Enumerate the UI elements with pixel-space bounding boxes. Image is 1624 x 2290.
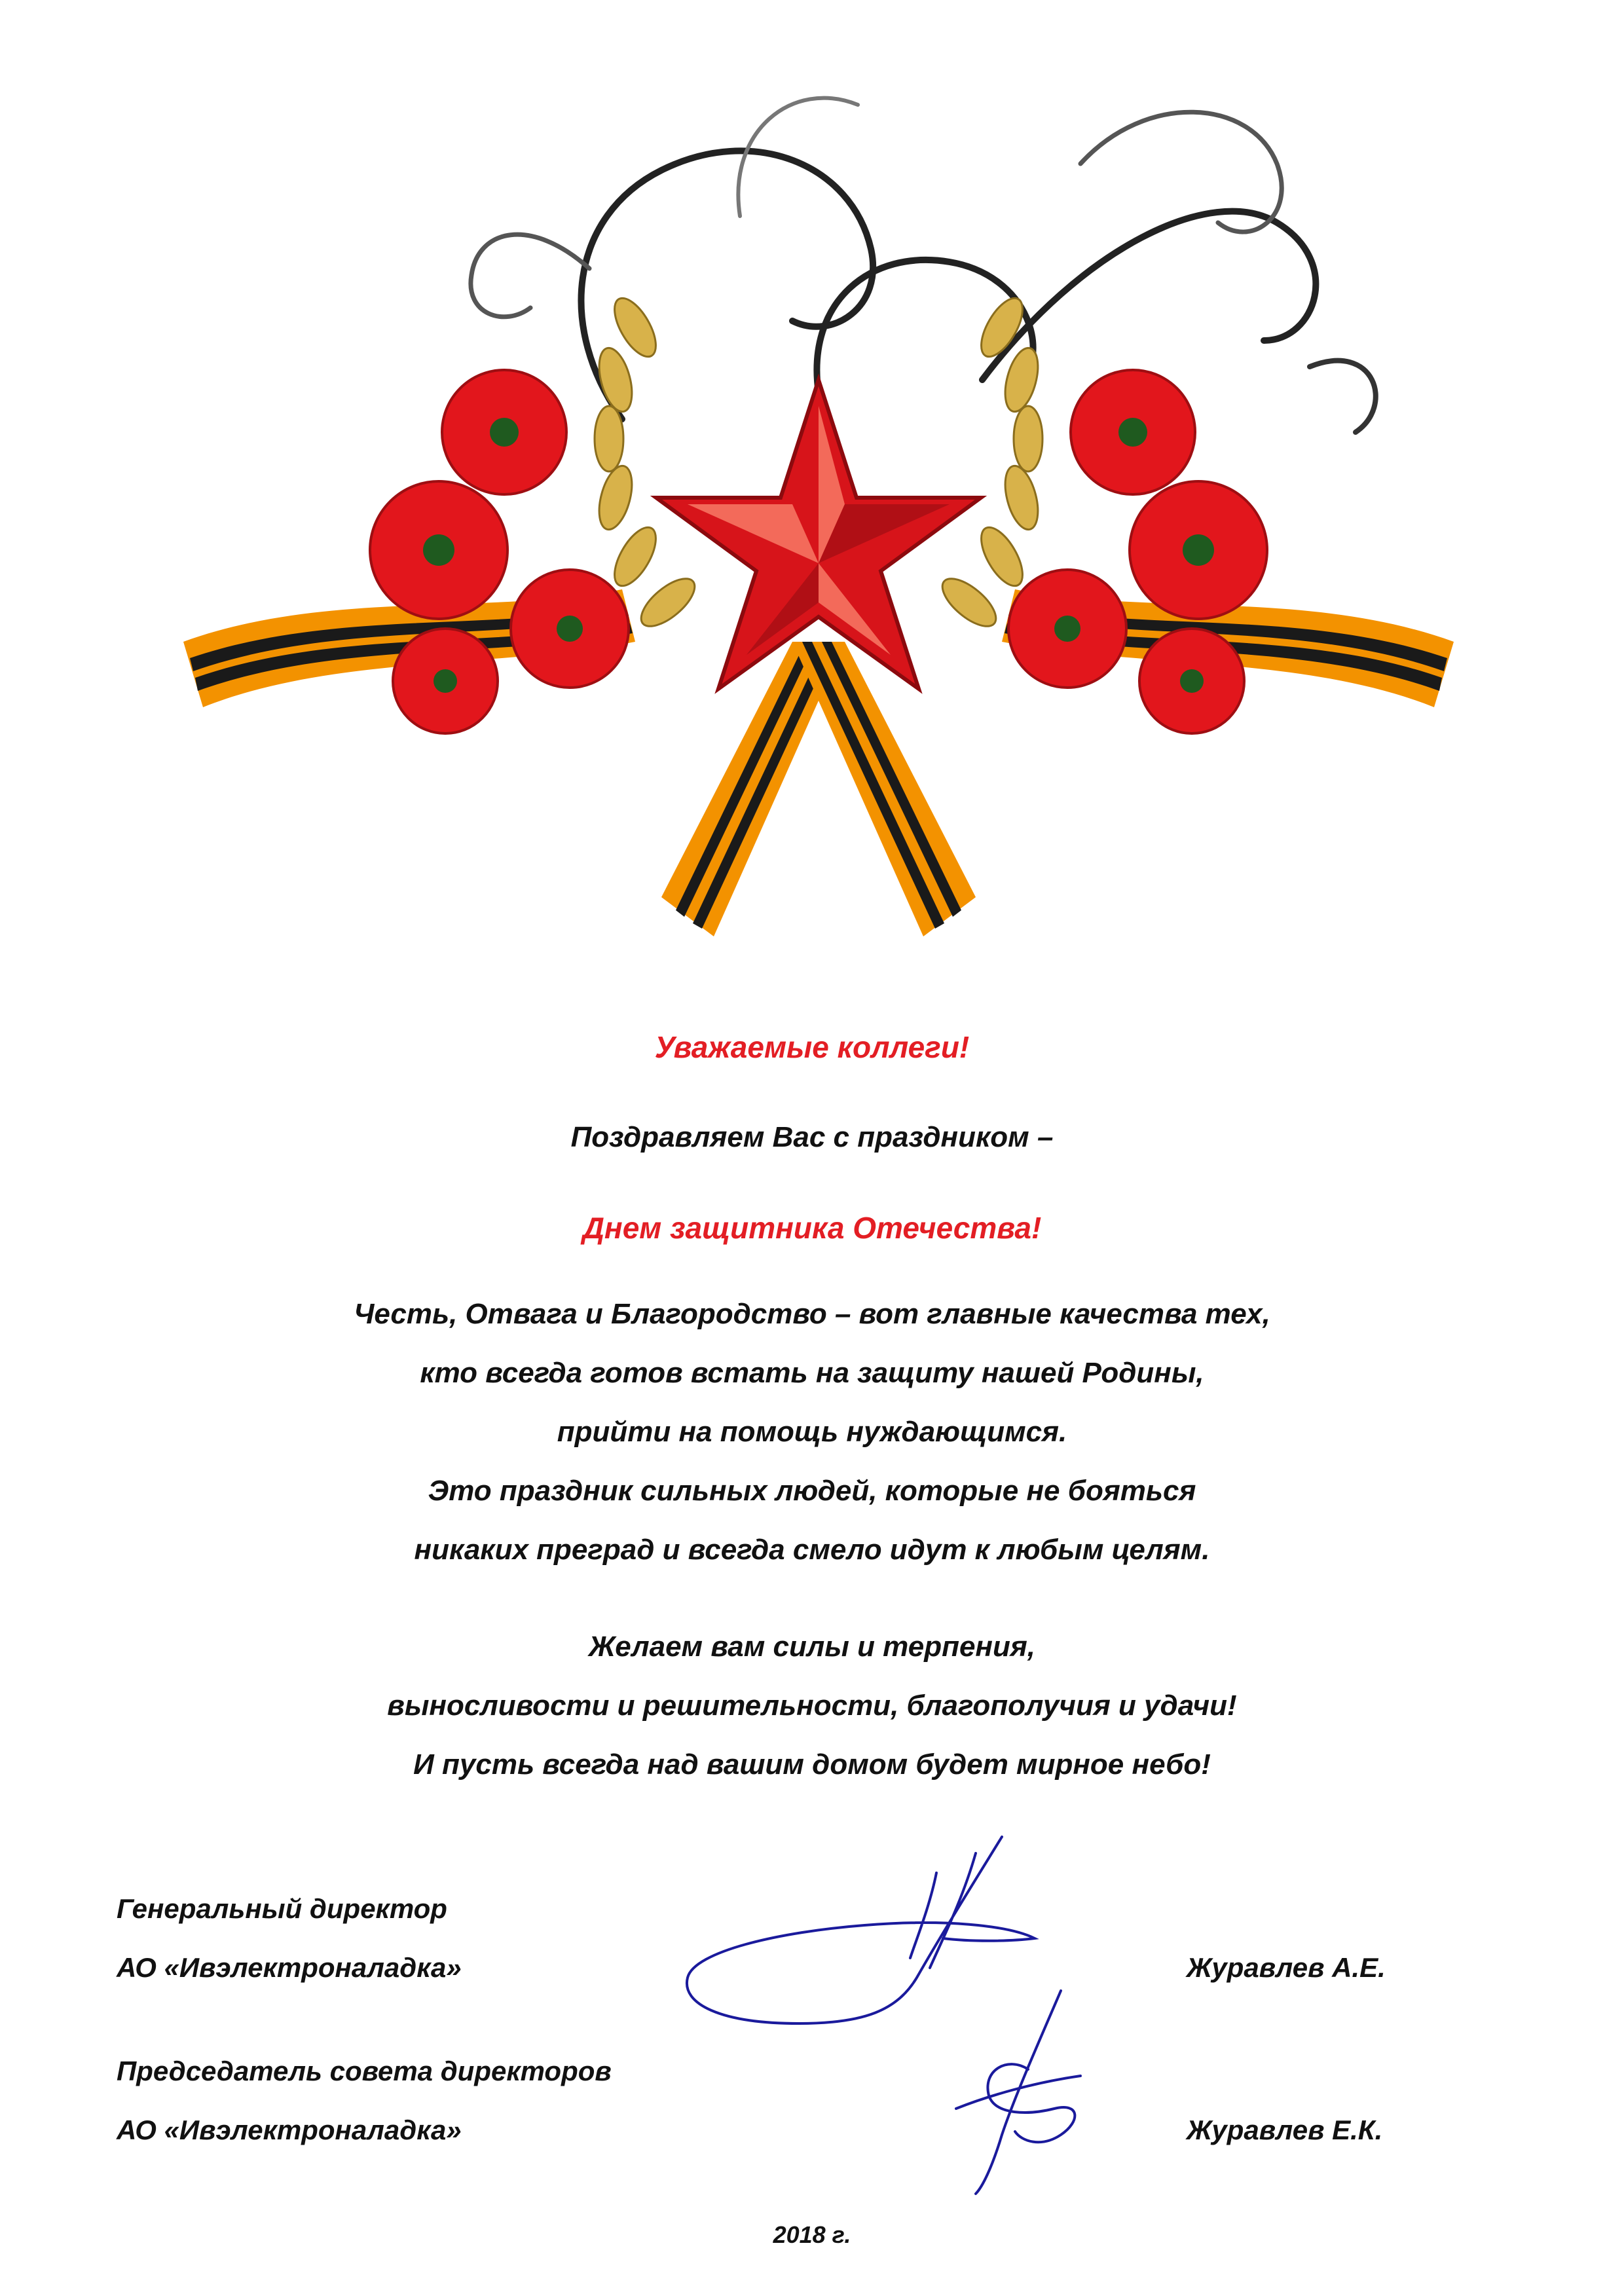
paragraph-line: выносливости и решительности, благополучия и удачи! — [387, 1690, 1237, 1722]
paragraph-line: никаких преград и всегда смело идут к любым целям. — [414, 1534, 1210, 1566]
signatory-company: АО «Ивэлектроналадка» — [117, 2115, 462, 2145]
signatory-2-name: Журавлев Е.К. — [1187, 2115, 1383, 2145]
emblem-illustration — [164, 52, 1473, 982]
signatory-1-name: Журавлев А.Е. — [1187, 1952, 1386, 1983]
paragraph-line: И пусть всегда над вашим домом будет мирное небо! — [413, 1748, 1211, 1781]
signatory-company: АО «Ивэлектроналадка» — [117, 1952, 462, 1983]
signatory-position: Председатель совета директоров — [117, 2056, 612, 2086]
signatory-position: Генеральный директор — [117, 1893, 447, 1924]
st-george-ribbon-icon — [183, 589, 1454, 936]
holiday-name: Днем защитника Отечества! — [582, 1211, 1042, 1245]
paragraph-line: Честь, Отвага и Благородство – вот главные качества тех, — [354, 1298, 1270, 1330]
paragraph-wishes — [0, 1617, 1624, 1794]
paragraph-line: Желаем вам силы и терпения, — [589, 1631, 1035, 1663]
signatory-2-title — [117, 2042, 612, 2160]
congrats-line: Поздравляем Вас с праздником – — [570, 1121, 1054, 1153]
paragraph-line: прийти на помощь нуждающимся. — [557, 1416, 1067, 1448]
signature-board-chairman — [930, 1984, 1100, 2200]
paragraph-honor — [0, 1285, 1624, 1579]
greeting-heading: Уважаемые коллеги! — [654, 1030, 970, 1064]
year-label: 2018 г. — [773, 2221, 851, 2248]
signatory-1-title — [117, 1879, 462, 1997]
paragraph-line: кто всегда готов встать на защиту нашей Родины, — [420, 1357, 1204, 1389]
paragraph-line: Это праздник сильных людей, которые не бояться — [428, 1475, 1196, 1507]
